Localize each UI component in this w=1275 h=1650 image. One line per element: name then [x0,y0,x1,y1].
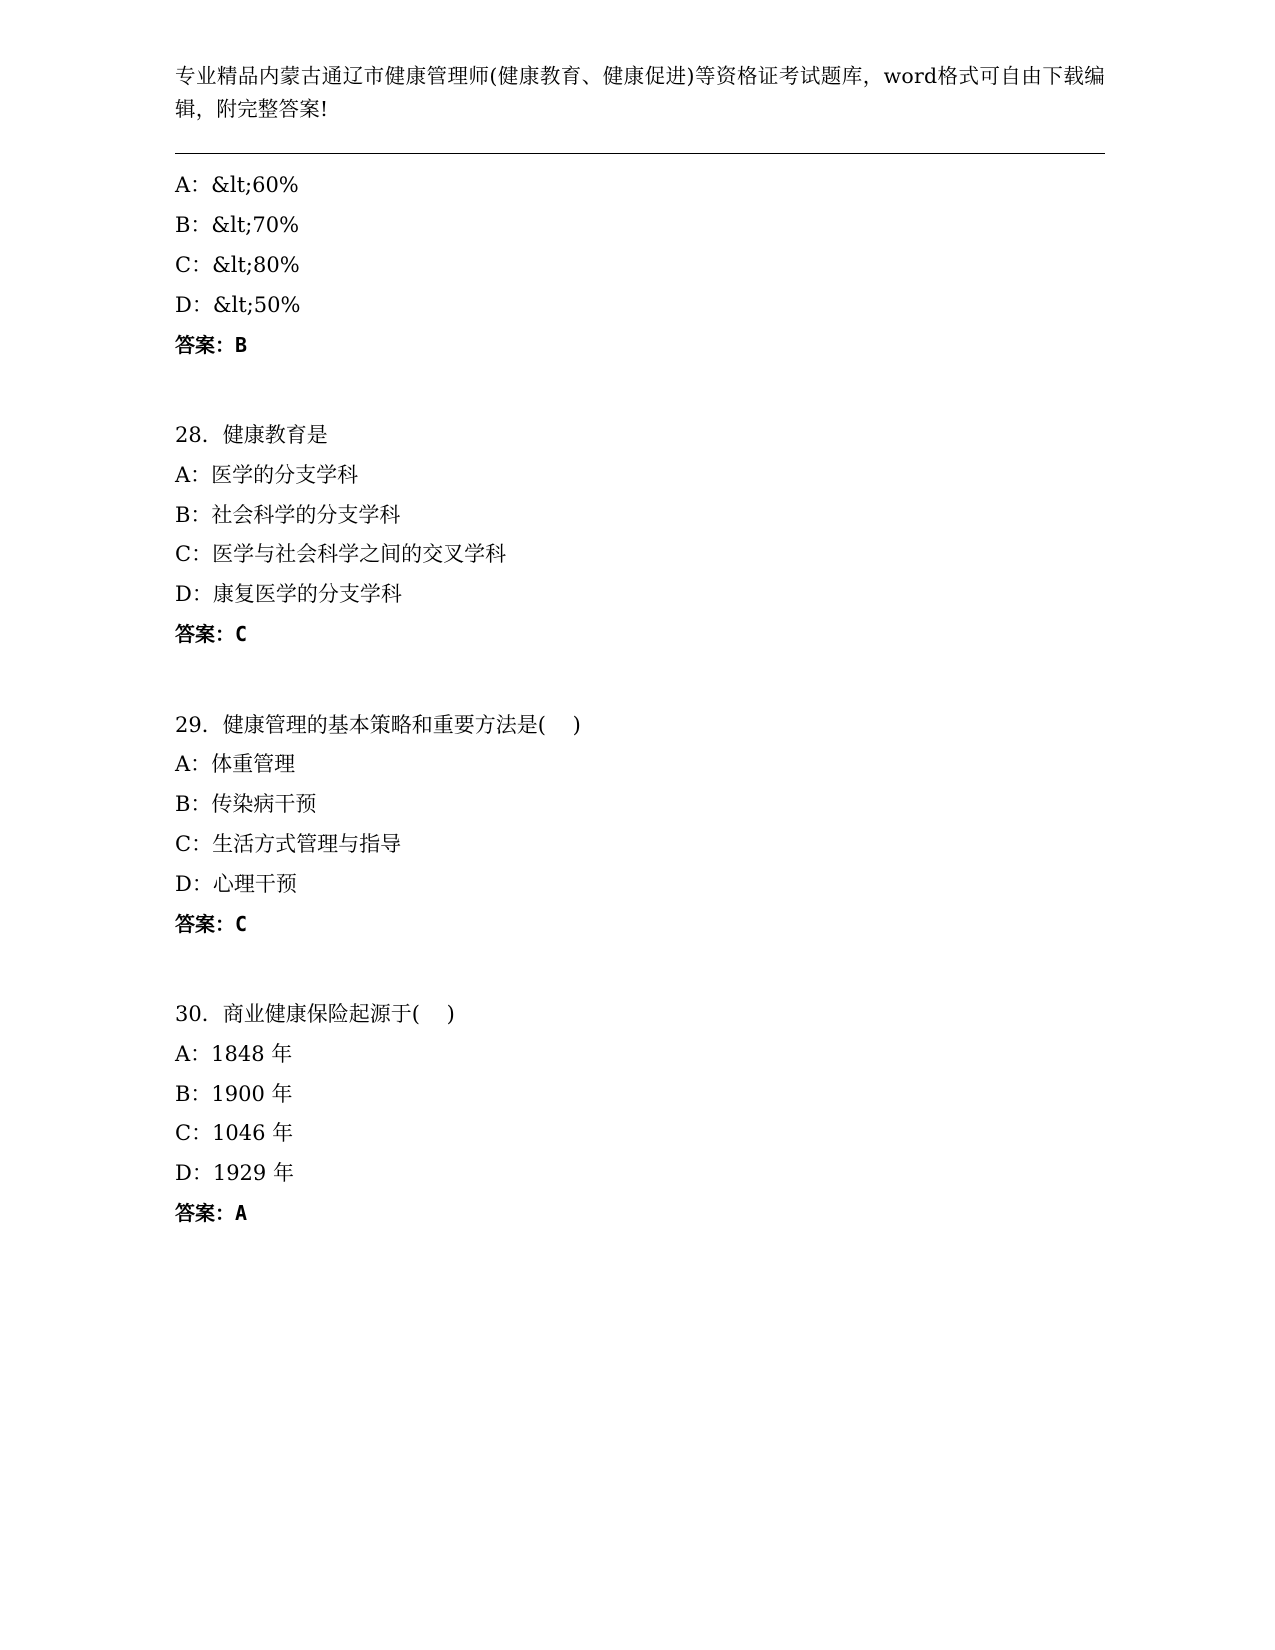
answer-value: C [235,622,248,647]
option-d: D：心理干预 [175,871,297,896]
option-d: D：康复医学的分支学科 [175,582,402,607]
question-stem: 29．健康管理的基本策略和重要方法是( ) [175,712,581,737]
option-c: C：&lt;80% [175,253,300,278]
block-spacer [175,974,1105,1000]
option-a: A：医学的分支学科 [175,462,359,487]
answer-label: 答案： [175,1201,235,1226]
option-c: C：生活方式管理与指导 [175,831,402,856]
option-b: B：&lt;70% [175,213,300,238]
option-c: C：1046 年 [175,1121,294,1146]
option-c: C：医学与社会科学之间的交叉学科 [175,542,507,567]
answer-line [175,331,1105,359]
option-b: B：1900 年 [175,1081,293,1106]
answer-value: B [235,332,248,357]
question-block [175,171,1105,359]
answer-line [175,1199,1105,1227]
document-header: 专业精品内蒙古通辽市健康管理师(健康教育、健康促进)等资格证考试题库，word格式可自由下载编辑，附完整答案! [175,64,1105,122]
option-b: B：传染病干预 [175,792,317,817]
option-d: D：&lt;50% [175,292,301,317]
option-d: D：1929 年 [175,1161,294,1186]
answer-line [175,620,1105,648]
question-stem: 28．健康教育是 [175,423,328,448]
answer-value: A [235,1201,248,1226]
answer-label: 答案： [175,911,235,936]
option-a: A：&lt;60% [175,173,299,198]
block-spacer [175,395,1105,421]
block-spacer [175,685,1105,711]
question-stem: 30．商业健康保险起源于( ) [175,1001,455,1026]
option-a: A：1848 年 [175,1041,293,1066]
answer-line [175,910,1105,938]
answer-label: 答案： [175,622,235,647]
answer-label: 答案： [175,332,235,357]
answer-value: C [235,911,248,936]
question-block [175,711,1105,938]
option-a: A：体重管理 [175,752,296,777]
question-list [175,171,1105,1227]
option-b: B：社会科学的分支学科 [175,502,401,527]
header-divider [175,153,1105,154]
question-block [175,421,1105,648]
question-block [175,1000,1105,1227]
